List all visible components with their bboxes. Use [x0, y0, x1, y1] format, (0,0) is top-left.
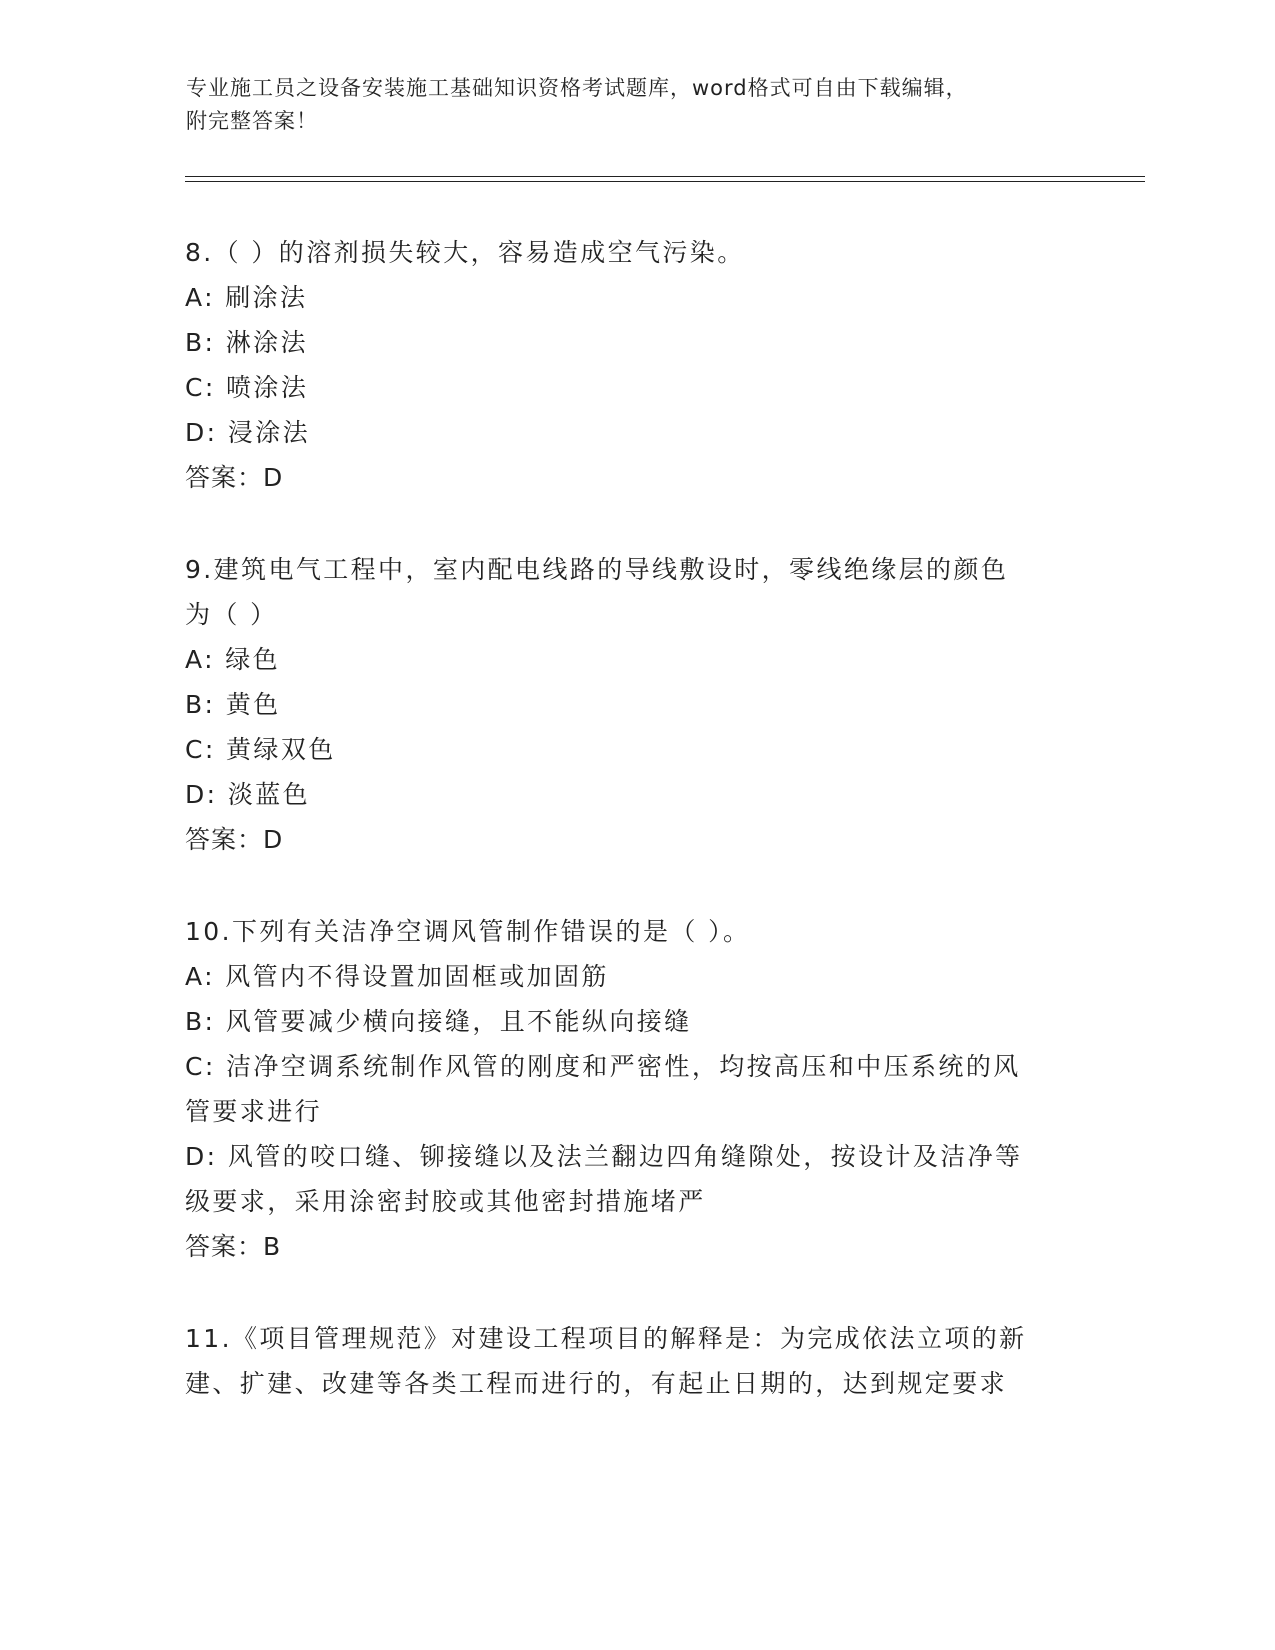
document-header — [186, 72, 1066, 138]
header-divider-bottom — [185, 181, 1145, 182]
option-a: A: 刷涂法 — [185, 283, 308, 312]
question-stem: 8.（ ）的溶剂损失较大，容易造成空气污染。 — [185, 238, 745, 267]
question-stem-continued: 建、扩建、改建等各类工程而进行的，有起止日期的，达到规定要求 — [185, 1369, 1008, 1398]
question-9 — [185, 547, 1085, 862]
question-stem: 10.下列有关洁净空调风管制作错误的是（ ）。 — [185, 917, 751, 946]
question-10 — [185, 909, 1085, 1269]
question-gap — [185, 1269, 1085, 1316]
question-gap — [185, 500, 1085, 547]
question-stem-continued: 为（ ） — [185, 600, 278, 629]
answer: 答案：B — [185, 1232, 282, 1261]
option-b: B: 黄色 — [185, 690, 281, 719]
option-d: D: 浸涂法 — [185, 418, 311, 447]
option-b: B: 淋涂法 — [185, 328, 308, 357]
option-d-continued: 级要求，采用涂密封胶或其他密封措施堵严 — [185, 1187, 706, 1216]
question-stem: 11.《项目管理规范》对建设工程项目的解释是：为完成依法立项的新 — [185, 1324, 1027, 1353]
question-8 — [185, 230, 1085, 500]
option-b: B: 风管要减少横向接缝，且不能纵向接缝 — [185, 1007, 692, 1036]
question-list — [185, 230, 1085, 1406]
option-d: D: 风管的咬口缝、铆接缝以及法兰翻边四角缝隙处，按设计及洁净等 — [185, 1142, 1023, 1171]
option-a: A: 风管内不得设置加固框或加固筋 — [185, 962, 609, 991]
option-c: C: 黄绿双色 — [185, 735, 336, 764]
question-11 — [185, 1316, 1085, 1406]
option-c: C: 洁净空调系统制作风管的刚度和严密性，均按高压和中压系统的风 — [185, 1052, 1021, 1081]
option-c: C: 喷涂法 — [185, 373, 309, 402]
header-line-1: 专业施工员之设备安装施工基础知识资格考试题库，word格式可自由下载编辑， — [186, 76, 968, 100]
option-c-continued: 管要求进行 — [185, 1097, 323, 1126]
option-d: D: 淡蓝色 — [185, 780, 311, 809]
option-a: A: 绿色 — [185, 645, 281, 674]
header-divider-top — [185, 176, 1145, 177]
answer: 答案：D — [185, 825, 284, 854]
question-stem: 9.建筑电气工程中，室内配电线路的导线敷设时，零线绝缘层的颜色 — [185, 555, 1009, 584]
header-line-2: 附完整答案！ — [186, 109, 318, 133]
question-gap — [185, 862, 1085, 909]
answer: 答案：D — [185, 463, 284, 492]
